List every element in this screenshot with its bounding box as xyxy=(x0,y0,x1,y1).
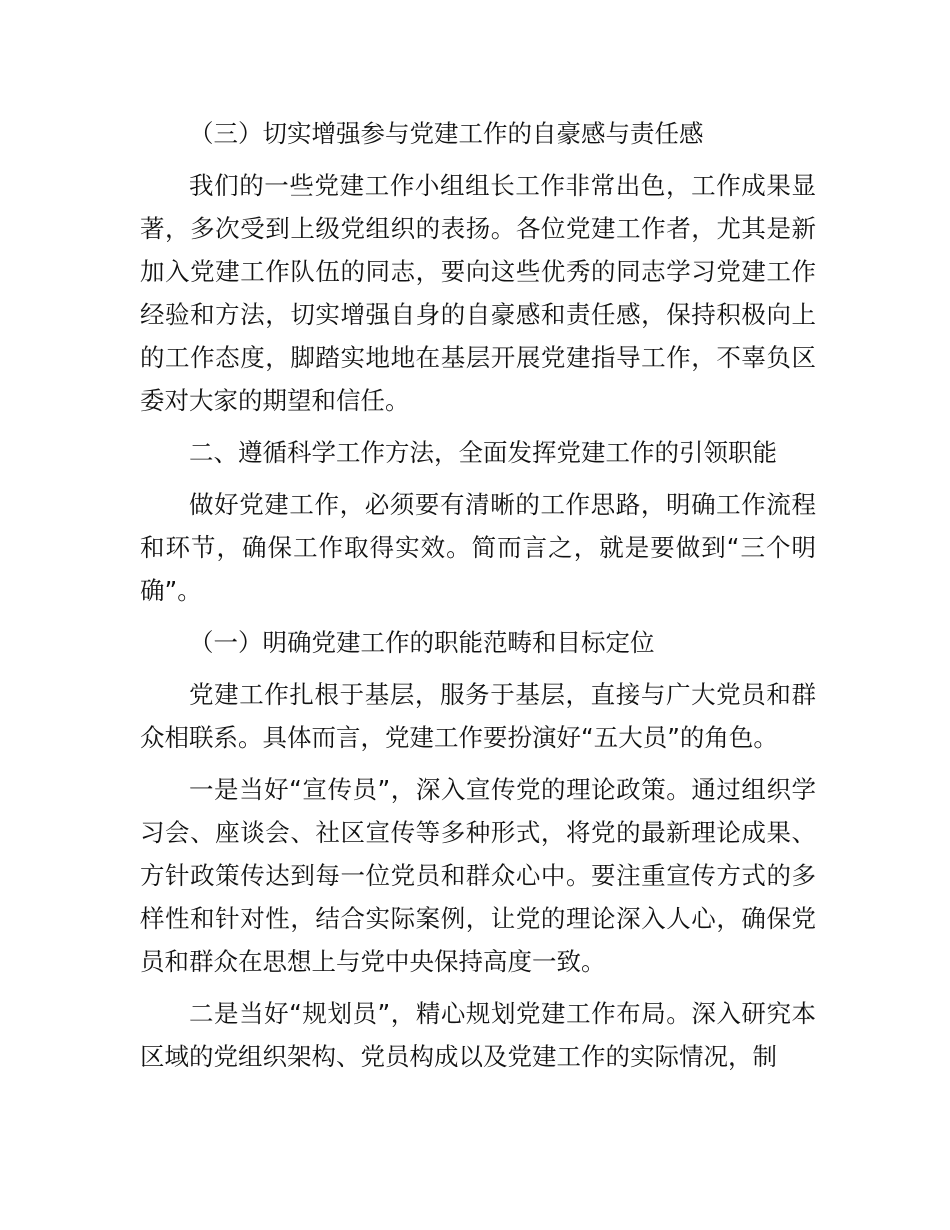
document-body xyxy=(140,112,816,1087)
body-paragraph: 做好党建工作，必须要有清晰的工作思路，明确工作流程和环节，确保工作取得实效。简而言之，就是要做到“三个明确”。 xyxy=(140,490,816,605)
subheading-1: （一）明确党建工作的职能范畴和目标定位 xyxy=(189,628,655,657)
section-heading-2: 二、遵循科学工作方法，全面发挥党建工作的引领职能 xyxy=(189,438,777,467)
body-paragraph: 党建工作扎根于基层，服务于基层，直接与广大党员和群众相联系。具体而言，党建工作要扮演好“五大员”的角色。 xyxy=(140,680,816,752)
body-paragraph: 一是当好“宣传员”，深入宣传党的理论政策。通过组织学习会、座谈会、社区宣传等多种形式，将党的最新理论成果、方针政策传达到每一位党员和群众心中。要注重宣传方式的多样性和针对性，结合实际案例，让党的理论深入人心，确保党员和群众在思想上与党中央保持高度一致。 xyxy=(140,775,816,976)
body-paragraph: 二是当好“规划员”，精心规划党建工作布局。深入研究本区域的党组织架构、党员构成以及党建工作的实际情况，制 xyxy=(140,999,816,1071)
subheading-3: （三）切实增强参与党建工作的自豪感与责任感 xyxy=(189,119,704,148)
body-paragraph: 我们的一些党建工作小组组长工作非常出色，工作成果显著，多次受到上级党组织的表扬。各位党建工作者，尤其是新加入党建工作队伍的同志，要向这些优秀的同志学习党建工作经验和方法，切实增强自身的自豪感和责任感，保持积极向上的工作态度，脚踏实地地在基层开展党建指导工作，不辜负区委对大家的期望和信任。 xyxy=(140,171,816,415)
